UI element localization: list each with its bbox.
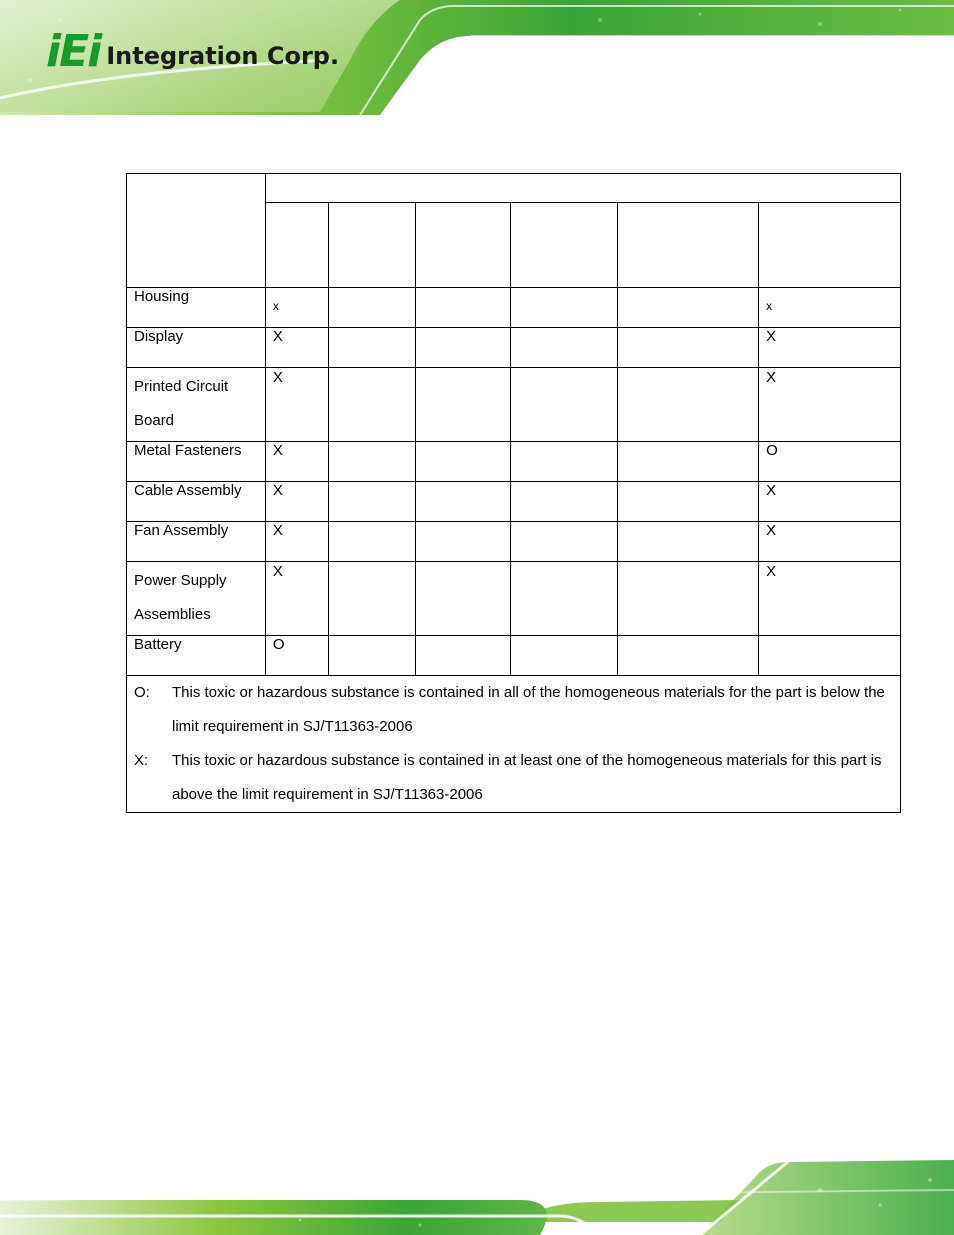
value-cell xyxy=(510,328,618,368)
value-cell xyxy=(415,562,510,636)
part-name-cell: Fan Assembly xyxy=(127,522,266,562)
company-logo xyxy=(46,26,340,77)
value-cell xyxy=(415,442,510,482)
value-cell xyxy=(510,288,618,328)
table-row xyxy=(127,328,901,368)
part-name-cell: Cable Assembly xyxy=(127,482,266,522)
footer-banner xyxy=(0,1130,954,1235)
substance-column-header xyxy=(618,203,759,288)
value-cell: X xyxy=(265,522,328,562)
value-cell: O xyxy=(759,442,901,482)
value-cell xyxy=(415,482,510,522)
value-cell xyxy=(510,562,618,636)
table-header-row xyxy=(127,174,901,203)
part-name-cell: Display xyxy=(127,328,266,368)
value-cell xyxy=(328,368,415,442)
value-cell xyxy=(618,442,759,482)
value-cell xyxy=(328,328,415,368)
table-row xyxy=(127,482,901,522)
value-cell: X xyxy=(759,328,901,368)
part-name-cell xyxy=(127,562,266,636)
table-notes-row xyxy=(127,676,901,813)
value-cell xyxy=(415,636,510,676)
value-cell: O xyxy=(265,636,328,676)
value-cell xyxy=(618,328,759,368)
value-cell xyxy=(510,636,618,676)
substance-column-header xyxy=(328,203,415,288)
note-key: X: xyxy=(134,752,149,769)
part-name-line: Printed Circuit xyxy=(134,378,229,395)
value-cell xyxy=(510,522,618,562)
value-cell: X xyxy=(265,368,328,442)
value-cell: X xyxy=(759,562,901,636)
note-o xyxy=(134,676,893,744)
value-cell xyxy=(618,368,759,442)
part-name-line: Assemblies xyxy=(134,606,211,623)
substance-column-header xyxy=(510,203,618,288)
value-cell xyxy=(328,562,415,636)
substance-group-header-cell xyxy=(265,174,900,203)
value-cell xyxy=(510,442,618,482)
value-cell: X xyxy=(759,522,901,562)
value-cell xyxy=(328,522,415,562)
value-cell xyxy=(328,288,415,328)
value-cell xyxy=(510,368,618,442)
value-cell xyxy=(328,442,415,482)
value-cell: x xyxy=(759,288,901,328)
value-cell xyxy=(415,288,510,328)
logo-text: Integration Corp. xyxy=(106,42,340,70)
part-name-cell xyxy=(127,368,266,442)
value-cell xyxy=(618,482,759,522)
part-name-line: Power Supply xyxy=(134,572,227,589)
part-name-cell: Battery xyxy=(127,636,266,676)
value-cell: X xyxy=(265,442,328,482)
value-cell xyxy=(618,288,759,328)
value-cell: X xyxy=(759,368,901,442)
notes-cell xyxy=(127,676,901,813)
table-row xyxy=(127,522,901,562)
note-text: This toxic or hazardous substance is contained in all of the homogeneous materials for the part is below the limit requirement in SJ/T11363-2006 xyxy=(172,684,885,735)
hazardous-substances-table xyxy=(126,173,901,813)
value-cell xyxy=(328,482,415,522)
value-cell: X xyxy=(759,482,901,522)
value-cell xyxy=(618,522,759,562)
note-key: O: xyxy=(134,684,150,701)
table-row xyxy=(127,442,901,482)
value-cell: X xyxy=(265,482,328,522)
table-row xyxy=(127,368,901,442)
note-text: This toxic or hazardous substance is contained in at least one of the homogeneous materials for this part is above the limit requirement in SJ/T11363-2006 xyxy=(172,752,882,803)
value-cell xyxy=(618,636,759,676)
value-cell xyxy=(618,562,759,636)
part-name-cell: Metal Fasteners xyxy=(127,442,266,482)
note-x xyxy=(134,744,893,812)
substance-column-header xyxy=(415,203,510,288)
substance-column-header xyxy=(265,203,328,288)
table-row xyxy=(127,636,901,676)
value-cell: X xyxy=(265,562,328,636)
table-row xyxy=(127,288,901,328)
substance-column-header xyxy=(759,203,901,288)
logo-mark: iEi xyxy=(46,26,101,77)
part-name-header-cell xyxy=(127,174,266,288)
table-row xyxy=(127,562,901,636)
value-cell xyxy=(328,636,415,676)
value-cell xyxy=(415,328,510,368)
value-cell: x xyxy=(265,288,328,328)
value-cell xyxy=(759,636,901,676)
value-cell xyxy=(510,482,618,522)
part-name-line: Board xyxy=(134,412,175,429)
value-cell: X xyxy=(265,328,328,368)
part-name-cell: Housing xyxy=(127,288,266,328)
value-cell xyxy=(415,368,510,442)
value-cell xyxy=(415,522,510,562)
